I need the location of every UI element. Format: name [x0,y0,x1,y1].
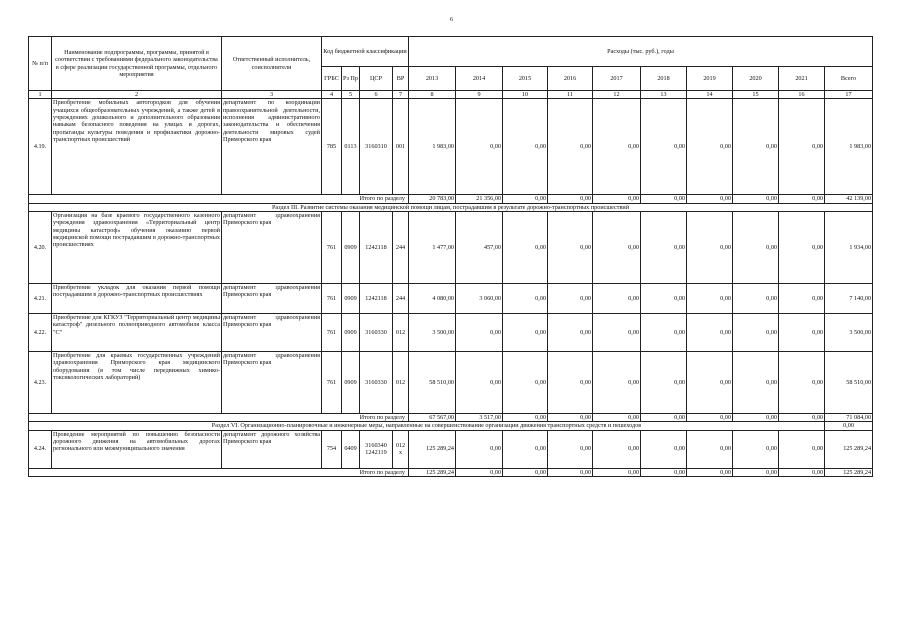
column-number: 8 [409,91,456,99]
header-year: 2015 [503,67,548,91]
total-value: 0,00 [503,413,548,421]
row-year-value: 0,00 [548,211,593,283]
header-vr: ВР [393,67,409,91]
total-value: 0,00 [779,413,825,421]
header-year: 2016 [548,67,593,91]
column-number: 14 [687,91,733,99]
row-executor: департамент по координации правоохранительной деятельности, исполнения административного законодательства и обеспечения деятельности мировых судей Приморского края [222,99,322,195]
row-year-value: 0,00 [779,313,825,351]
row-rzpr: 0909 [342,313,360,351]
row-year-value: 0,00 [733,211,779,283]
header-year: 2014 [456,67,503,91]
row-total-value: 125 289,24 [825,430,873,468]
row-year-value: 0,00 [733,313,779,351]
total-value: 0,00 [548,413,593,421]
row-total-value: 7 140,00 [825,283,873,313]
row-total-value: 58 510,00 [825,351,873,413]
column-number: 10 [503,91,548,99]
header-budget-code: Код бюджетной классификации [322,37,409,67]
row-name: Приобретение мобильных автогородков для обучения учащихся общеобразовательных учреждений, а также детей в учреждениях дошкольного и дополнительного образования навыкам безопасного поведения на улицах и дорогах, пропаганды культуры поведения и профилактики дорожно-транспортных происшествий [52,99,222,195]
row-vr: 012 [393,351,409,413]
row-number: 4.24. [29,430,52,468]
row-grbs: 761 [322,351,342,413]
row-year-value: 0,00 [687,313,733,351]
total-value: 0,00 [687,468,733,476]
table-row [29,351,873,413]
row-year-value: 0,00 [733,283,779,313]
header-year: 2017 [593,67,641,91]
row-year-value: 0,00 [641,211,687,283]
header-total: Всего [825,67,873,91]
row-executor: департамент здравоохранения Приморского края [222,351,322,413]
column-number: 13 [641,91,687,99]
header-year: 2013 [409,67,456,91]
row-year-value: 457,00 [456,211,503,283]
row-total-value: 1 934,00 [825,211,873,283]
total-value: 0,00 [548,195,593,203]
row-year-value: 3 500,00 [409,313,456,351]
row-vr: 244 [393,283,409,313]
table-row [29,283,873,313]
total-value: 0,00 [687,413,733,421]
column-number: 16 [779,91,825,99]
row-year-value: 0,00 [687,211,733,283]
total-value: 0,00 [733,195,779,203]
row-year-value: 58 510,00 [409,351,456,413]
row-grbs: 761 [322,313,342,351]
column-number: 12 [593,91,641,99]
row-name: Приобретение укладок для оказания первой помощи пострадавшим в дорожно-транспортных происшествиях [52,283,222,313]
row-year-value: 0,00 [687,351,733,413]
row-executor: департамент здравоохранения Приморского края [222,211,322,283]
page-number: 6 [450,17,453,23]
section-total: 0,00 [825,422,873,430]
row-year-value: 4 080,00 [409,283,456,313]
section-total-row [29,468,873,476]
row-name: Приобретение для краевых государственных учреждений здравоохранения Приморского края медицинского оборудования (в том числе передвижных химико-токсикологических лабораторий) [52,351,222,413]
total-value: 0,00 [593,413,641,421]
header-expenses: Расходы (тыс. руб.), годы [409,37,873,67]
row-year-value: 125 289,24 [409,430,456,468]
row-vr: 012 x [393,430,409,468]
row-number: 4.19. [29,99,52,195]
row-year-value: 0,00 [779,211,825,283]
total-value: 3 517,00 [456,413,503,421]
total-value: 0,00 [779,468,825,476]
total-value: 0,00 [779,195,825,203]
section-heading: Раздел III. Развитие системы оказания медицинской помощи лицам, пострадавшим в результате дорожно-транспортных происшествий [29,203,873,211]
header-year: 2018 [641,67,687,91]
row-year-value: 0,00 [593,99,641,195]
row-vr: 012 [393,313,409,351]
section-total-row [29,413,873,421]
row-year-value: 0,00 [641,283,687,313]
row-year-value: 0,00 [503,211,548,283]
row-csr: 3160340 1242119 [360,430,393,468]
row-grbs: 785 [322,99,342,195]
total-value: 125 289,24 [409,468,456,476]
row-rzpr: 0909 [342,283,360,313]
row-year-value: 0,00 [641,351,687,413]
row-year-value: 0,00 [593,430,641,468]
column-number: 9 [456,91,503,99]
row-number: 4.23. [29,351,52,413]
total-value: 0,00 [687,195,733,203]
row-year-value: 0,00 [779,351,825,413]
total-value: 0,00 [456,468,503,476]
total-value: 71 084,00 [825,413,873,421]
row-year-value: 1 983,00 [409,99,456,195]
section-total-row [29,195,873,203]
total-value: 0,00 [733,413,779,421]
row-vr: 244 [393,211,409,283]
header-year: 2021 [779,67,825,91]
row-number: 4.21. [29,283,52,313]
budget-table [28,36,873,477]
row-year-value: 0,00 [456,351,503,413]
row-year-value: 0,00 [456,430,503,468]
row-executor: департамент здравоохранения Приморского края [222,313,322,351]
total-label: Итого по разделу [29,468,409,476]
column-number-row [29,91,873,99]
row-year-value: 0,00 [503,99,548,195]
row-year-value: 0,00 [641,313,687,351]
row-year-value: 0,00 [548,283,593,313]
row-rzpr: 0909 [342,211,360,283]
row-year-value: 0,00 [779,430,825,468]
row-name: Приобретение для КГКУЗ "Территориальный центр медицины катастроф" дизельного полноприводного автомобиля класса "С" [52,313,222,351]
row-year-value: 0,00 [503,351,548,413]
row-year-value: 0,00 [548,430,593,468]
row-year-value: 0,00 [456,313,503,351]
row-year-value: 0,00 [641,99,687,195]
row-grbs: 761 [322,211,342,283]
total-value: 0,00 [593,195,641,203]
row-year-value: 0,00 [687,283,733,313]
row-rzpr: 0409 [342,430,360,468]
row-name: Организация на базе краевого государственного казенного учреждения здравоохранения «Территориальный центр медицины катастроф» обучения оказанию первой медицинской помощи пострадавшим в дорожно-транспортных происшествиях [52,211,222,283]
row-name: Проведение мероприятий по повышению безопасности дорожного движения на автомобильных дорогах регионального или межмуниципального значения [52,430,222,468]
row-total-value: 1 983,00 [825,99,873,195]
total-value: 0,00 [641,468,687,476]
row-vr: 001 [393,99,409,195]
row-year-value: 1 477,00 [409,211,456,283]
header-year: 2019 [687,67,733,91]
row-year-value: 0,00 [503,313,548,351]
row-year-value: 0,00 [779,99,825,195]
total-value: 20 783,00 [409,195,456,203]
row-year-value: 0,00 [456,99,503,195]
row-year-value: 0,00 [548,99,593,195]
row-grbs: 761 [322,283,342,313]
row-csr: 1242118 [360,283,393,313]
column-number: 11 [548,91,593,99]
table-row [29,313,873,351]
column-number: 4 [322,91,342,99]
row-executor: департамент здравоохранения Приморского края [222,283,322,313]
column-number: 17 [825,91,873,99]
row-year-value: 0,00 [548,313,593,351]
row-grbs: 754 [322,430,342,468]
row-rzpr: 0113 [342,99,360,195]
table-row [29,430,873,468]
header-grbs: ГРБС [322,67,342,91]
total-value: 0,00 [593,468,641,476]
row-total-value: 3 500,00 [825,313,873,351]
header-executor: Ответственный исполнитель, соисполнители [222,37,322,91]
header-csr: ЦСР [360,67,393,91]
row-year-value: 0,00 [593,211,641,283]
section-heading: Раздел VI. Организационно-планировочные и инженерные меры, направленные на совершенствование организации движения транспортных средств и пешеходов [29,422,825,430]
column-number: 7 [393,91,409,99]
row-year-value: 0,00 [733,430,779,468]
row-csr: 3160330 [360,313,393,351]
row-year-value: 0,00 [503,283,548,313]
total-value: 67 567,00 [409,413,456,421]
row-year-value: 0,00 [593,351,641,413]
row-year-value: 0,00 [548,351,593,413]
total-value: 21 356,00 [456,195,503,203]
row-year-value: 0,00 [641,430,687,468]
total-value: 125 289,24 [825,468,873,476]
column-number: 1 [29,91,52,99]
total-value: 42 139,00 [825,195,873,203]
row-csr: 1242118 [360,211,393,283]
total-value: 0,00 [641,413,687,421]
total-value: 0,00 [503,195,548,203]
row-csr: 3160330 [360,351,393,413]
table-row [29,99,873,195]
total-value: 0,00 [503,468,548,476]
column-number: 5 [342,91,360,99]
row-csr: 3160310 [360,99,393,195]
total-value: 0,00 [641,195,687,203]
header-name: Наименование подпрограммы, программы, принятой в соответствии с требованиями федерального законодательства в сфере реализации государственной программы, отдельного мероприятия [52,37,222,91]
column-number: 3 [222,91,322,99]
row-year-value: 0,00 [503,430,548,468]
column-number: 6 [360,91,393,99]
row-number: 4.22. [29,313,52,351]
header-num: № п/п [29,37,52,91]
total-value: 0,00 [548,468,593,476]
total-value: 0,00 [733,468,779,476]
row-executor: департамент дорожного хозяйства Приморского края [222,430,322,468]
row-year-value: 0,00 [593,313,641,351]
column-number: 15 [733,91,779,99]
row-rzpr: 0909 [342,351,360,413]
header-year: 2020 [733,67,779,91]
header-rzpr: Рз Пр [342,67,360,91]
row-year-value: 0,00 [687,430,733,468]
row-year-value: 0,00 [779,283,825,313]
total-label: Итого по разделу [29,195,409,203]
row-year-value: 0,00 [687,99,733,195]
row-number: 4.20. [29,211,52,283]
table-row [29,211,873,283]
column-number: 2 [52,91,222,99]
row-year-value: 0,00 [593,283,641,313]
row-year-value: 0,00 [733,99,779,195]
total-label: Итого по разделу [29,413,409,421]
row-year-value: 0,00 [733,351,779,413]
row-year-value: 3 060,00 [456,283,503,313]
